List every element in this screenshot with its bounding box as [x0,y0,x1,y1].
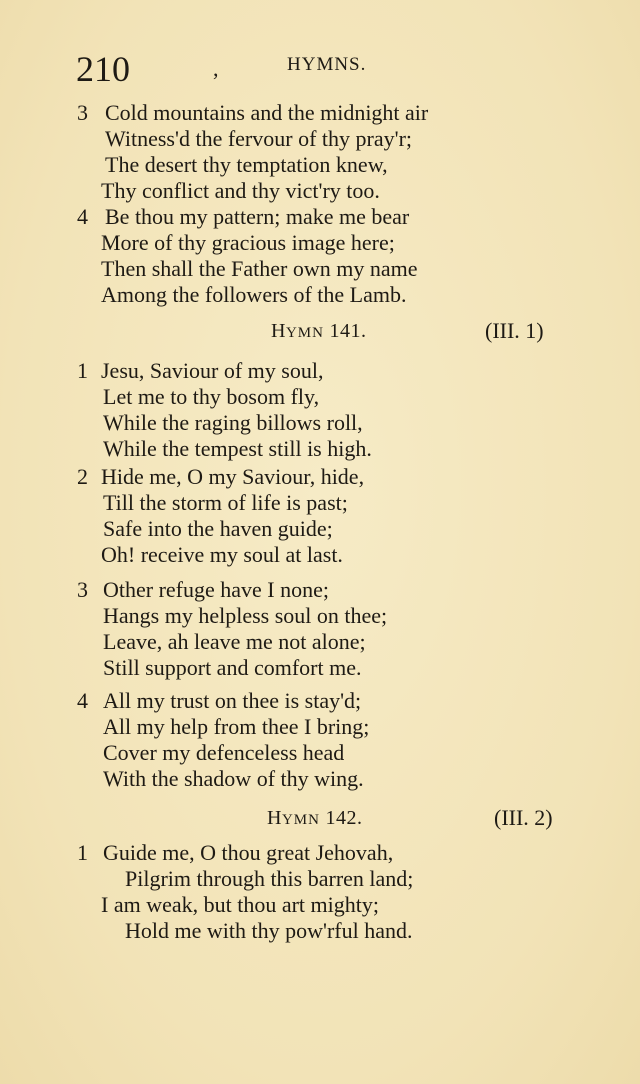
verse-number: 1 [77,358,88,383]
verse-number: 2 [77,464,88,489]
hymn-meter: (III. 2) [494,805,553,830]
header-mark: , [213,56,219,81]
hymn-title-initial: H [267,807,282,829]
verse-line: Among the followers of the Lamb. [101,282,407,307]
verse-line: With the shadow of thy wing. [103,766,364,791]
verse-line: Be thou my pattern; make me bear [105,204,410,229]
hymn-141-heading [0,318,640,348]
verse-line: All my trust on thee is stay'd; [103,688,362,713]
verse-line: More of thy gracious image here; [101,230,395,255]
verse-line: Let me to thy bosom fly, [103,384,320,409]
verse-line: Guide me, O thou great Jehovah, [103,840,394,865]
verse-line: Leave, ah leave me not alone; [103,629,366,654]
verse-line: Hold me with thy pow'rful hand. [125,918,413,943]
verse-line: While the raging billows roll, [103,410,363,435]
hymn-title-smallcaps: YMN [281,812,320,828]
hymn-title [267,807,362,830]
page-number: 210 [76,49,130,89]
hymn-title [271,320,366,343]
verse-number: 4 [77,204,88,229]
page-header [0,48,640,88]
verse-line: Then shall the Father own my name [101,256,418,281]
verse-line: Cold mountains and the midnight air [105,100,429,125]
hymn-meter: (III. 1) [485,318,544,343]
verse-line: Other refuge have I none; [103,577,330,602]
verse-line: The desert thy temptation knew, [105,152,388,177]
verse-line: Hangs my helpless soul on thee; [103,603,388,628]
verse-number: 1 [77,840,88,865]
verse-line: Oh! receive my soul at last. [101,542,343,567]
verse-line: I am weak, but thou art mighty; [101,892,379,917]
hymn-number: 142. [325,807,363,829]
verse-line: Jesu, Saviour of my soul, [101,358,324,383]
running-head: HYMNS. [287,54,367,75]
verse-number: 3 [77,577,88,602]
hymn-title-smallcaps: YMN [285,325,324,341]
verse-line: Hide me, O my Saviour, hide, [101,464,365,489]
hymn-title-initial: H [271,320,286,342]
verse-line: Pilgrim through this barren land; [125,866,414,891]
verse-line: Witness'd the fervour of thy pray'r; [105,126,413,151]
verse-line: Cover my defenceless head [103,740,345,765]
hymn-number: 141. [329,320,367,342]
verse-line: Still support and comfort me. [103,655,362,680]
verse-line: All my help from thee I bring; [103,714,370,739]
verse-line: Safe into the haven guide; [103,516,333,541]
verse-number: 3 [77,100,88,125]
verse-line: Till the storm of life is past; [103,490,348,515]
verse-line: While the tempest still is high. [103,436,372,461]
verse-line: Thy conflict and thy vict'ry too. [101,178,380,203]
verse-number: 4 [77,688,88,713]
hymn-142-heading [0,805,640,835]
